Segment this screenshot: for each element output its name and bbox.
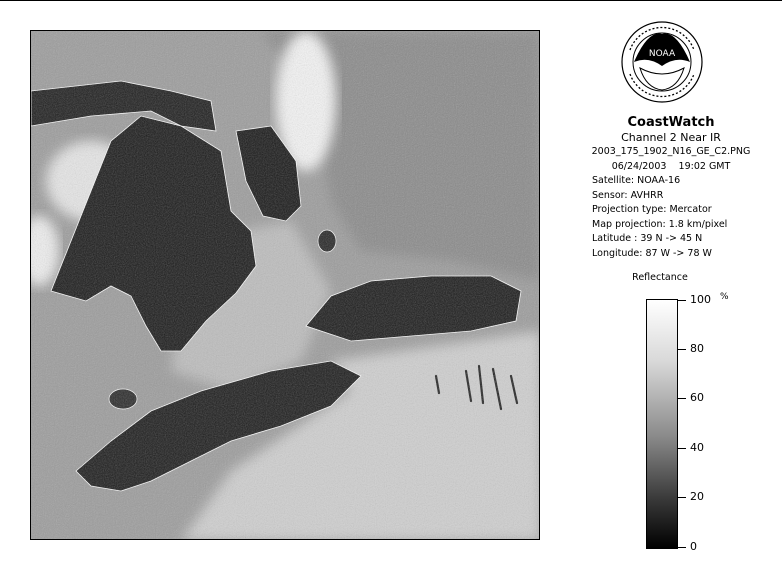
latitude-label: Latitude : 39 N -> 45 N	[592, 233, 703, 244]
legend-tick	[678, 448, 686, 449]
legend-tick-label: 80	[690, 342, 704, 355]
datetime-line	[560, 160, 782, 175]
legend-tick-label: 40	[690, 441, 704, 454]
legend-tick-label: 100	[690, 293, 711, 306]
noaa-logo	[620, 20, 704, 104]
longitude-label: Longitude: 87 W -> 78 W	[592, 247, 712, 259]
image-texture	[31, 31, 540, 540]
legend-tick	[678, 547, 686, 548]
time-label: 19:02 GMT	[678, 160, 731, 172]
great-lakes-map	[31, 31, 540, 540]
legend-unit: %	[720, 292, 729, 302]
top-border-line	[0, 0, 782, 1]
image-info	[560, 115, 782, 261]
map-projection-label: Map projection: 1.8 km/pixel	[592, 218, 728, 230]
legend-tick	[678, 497, 686, 498]
legend-tick	[678, 349, 686, 350]
date-label: 06/24/2003	[611, 160, 667, 172]
legend-tick	[678, 300, 686, 301]
logo-text: NOAA	[648, 49, 676, 59]
legend-tick	[678, 398, 686, 399]
legend-tick-label: 20	[690, 490, 704, 503]
projection-type-label: Projection type: Mercator	[592, 204, 712, 215]
legend-tick-label: 60	[690, 391, 704, 404]
filename-label: 2003_175_1902_N16_GE_C2.PNG	[591, 146, 751, 157]
sensor-label: Sensor: AVHRR	[592, 189, 664, 201]
legend-title: Reflectance	[632, 272, 688, 283]
legend-tick-label: 0	[690, 540, 697, 553]
channel-label: Channel 2 Near IR	[621, 131, 721, 144]
satellite-image	[30, 30, 540, 540]
satellite-label: Satellite: NOAA-16	[592, 175, 681, 186]
product-title: CoastWatch	[627, 115, 715, 130]
reflectance-colorbar	[646, 299, 678, 549]
